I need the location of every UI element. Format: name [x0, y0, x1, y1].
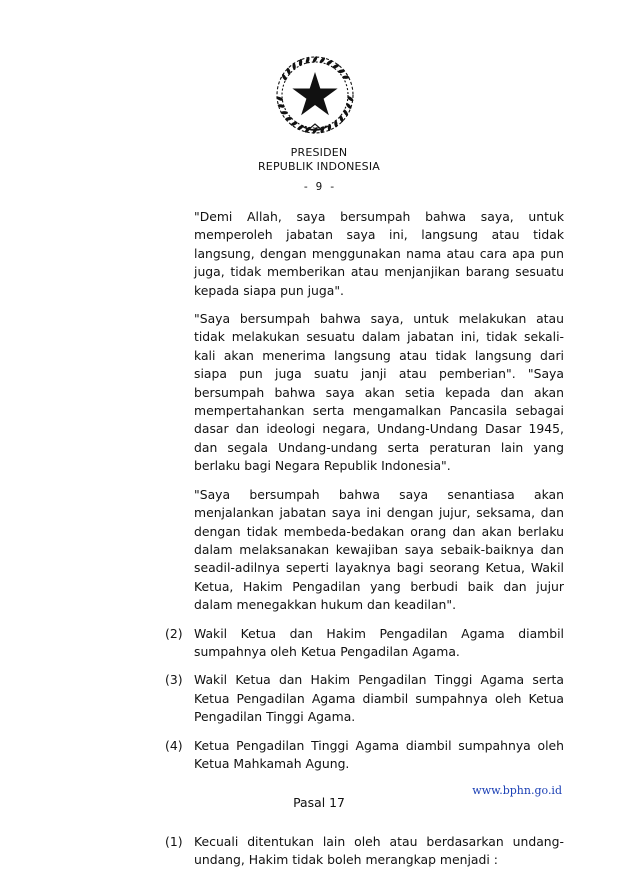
clause-text: Kecuali ditentukan lain oleh atau berdasarkan undang-undang, Hakim tidak boleh merangkap menjadi :: [194, 833, 564, 868]
header-title: PRESIDEN: [290, 146, 348, 159]
footer-link[interactable]: www.bphn.go.id: [472, 784, 562, 797]
clause-text: Wakil Ketua dan Hakim Pengadilan Agama diambil sumpahnya oleh Ketua Pengadilan Agama.: [194, 625, 564, 659]
clause-item: [165, 625, 564, 662]
clause-item: [165, 833, 564, 870]
clause-item: [165, 737, 564, 774]
section-heading: Pasal 17: [293, 795, 345, 811]
oath-paragraph: "Saya bersumpah bahwa saya, untuk melakukan atau tidak melakukan sesuatu dalam jabatan ini, tidak sekali-kali akan menerima langsung atau tidak langsung dari siapa pun juga suatu janji atau pemberian". "Saya bersumpah bahwa saya akan setia kepada dan akan mempertahankan serta mengamalkan Pancasila sebagai dasar dan ideologi negara, Undang-Undang Dasar 1945, dan segala Undang-undang serta peraturan lain yang berlaku bagi Negara Republik Indonesia".: [194, 311, 564, 474]
document-body: [0, 208, 638, 870]
clause-number: (1): [165, 833, 183, 849]
oath-paragraph: "Saya bersumpah bahwa saya senantiasa akan menjalankan jabatan saya ini dengan jujur, seksama, dan dengan tidak membeda-bedakan orang dan akan berlaku dalam melaksanakan kewajiban saya sebaik-baiknya dan seadil-adilnya seperti layaknya bagi seorang Ketua, Wakil Ketua, Hakim Pengadilan yang berbudi baik dan jujur dalam menegakkan hukum dan keadilan".: [194, 486, 564, 613]
clause-number: (2): [165, 625, 183, 641]
page-number: - 9 -: [302, 180, 336, 193]
oath-paragraph: "Demi Allah, saya bersumpah bahwa saya, untuk memperoleh jabatan saya ini, langsung atau tidak langsung, dengan menggunakan nama atau cara apa pun juga, tidak memberikan atau menjanjikan barang sesuatu kepada siapa pun juga".: [194, 209, 564, 298]
clause-item: [165, 671, 564, 726]
state-emblem-icon: [272, 52, 358, 138]
clause-number: (3): [165, 672, 183, 688]
header-subtitle: REPUBLIK INDONESIA: [257, 160, 381, 173]
clause-text: Ketua Pengadilan Tinggi Agama diambil sumpahnya oleh Ketua Mahkamah Agung.: [194, 737, 564, 771]
clause-text: Wakil Ketua dan Hakim Pengadilan Tinggi Agama serta Ketua Pengadilan Agama diambil sumpahnya oleh Ketua Pengadilan Tinggi Agama.: [194, 672, 564, 725]
clause-number: (4): [165, 737, 183, 753]
